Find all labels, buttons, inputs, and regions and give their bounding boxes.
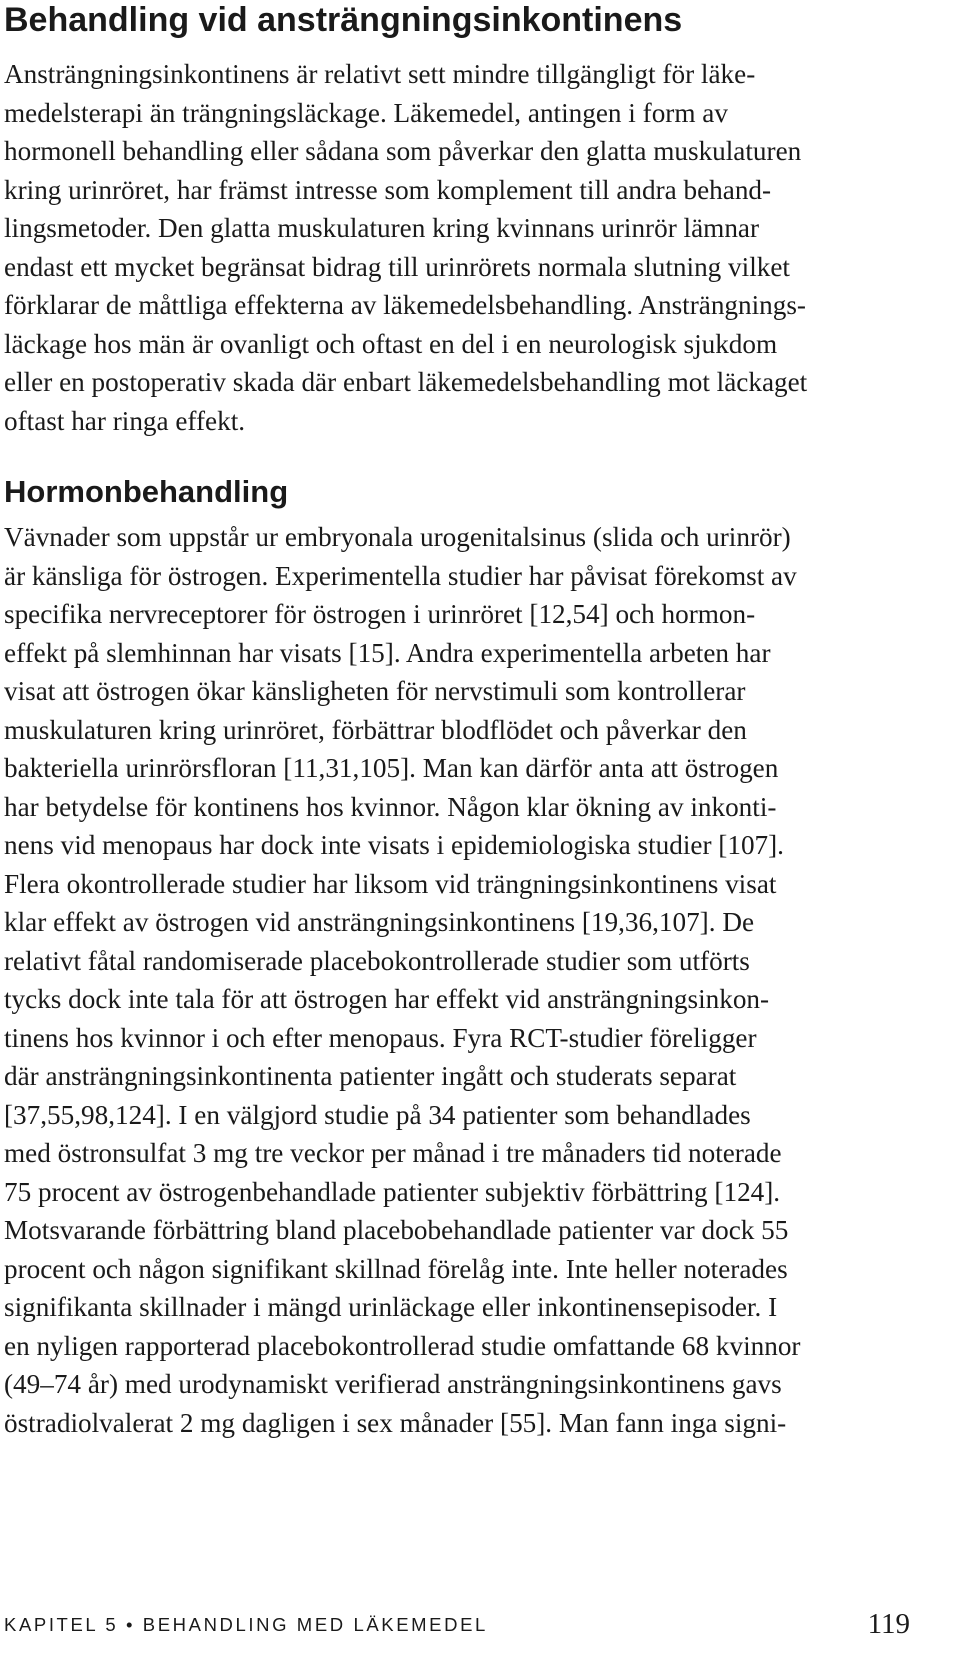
text-line: muskulaturen kring urinröret, förbättrar blodflödet och påverkar den <box>4 714 747 745</box>
text-line: 75 procent av östrogenbehandlade patienter subjektiv förbättring [124]. <box>4 1176 781 1207</box>
paragraph-hormonbehandling <box>4 518 800 1442</box>
text-line: tinens hos kvinnor i och efter menopaus. Fyra RCT-studier föreligger <box>4 1022 757 1053</box>
text-line: har betydelse för kontinens hos kvinnor. Någon klar ökning av inkonti- <box>4 791 777 822</box>
text-line: specifika nervreceptorer för östrogen i urinröret [12,54] och hormon- <box>4 599 756 629</box>
text-line: [37,55,98,124]. I en välgjord studie på 34 patienter som behandlades <box>4 1099 751 1130</box>
text-line: Motsvarande förbättring bland placebobehandlade patienter var dock 55 <box>4 1215 789 1245</box>
paragraph-anstrangningsinkontinens <box>4 55 807 440</box>
text-line: östradiolvalerat 2 mg dagligen i sex månader [55]. Man fann inga signi- <box>4 1407 787 1438</box>
text-line: procent och någon signifikant skillnad förelåg inte. Inte heller noterades <box>4 1253 788 1284</box>
running-footer-chapter: KAPITEL 5 • BEHANDLING MED LÄKEMEDEL <box>4 1614 488 1635</box>
text-line: hormonell behandling eller sådana som påverkar den glatta muskulaturen <box>4 136 802 166</box>
text-line: eller en postoperativ skada där enbart läkemedelsbehandling mot läckaget <box>4 367 808 397</box>
text-line: oftast har ringa effekt. <box>4 405 246 436</box>
text-line: nens vid menopaus har dock inte visats i epidemiologiska studier [107]. <box>4 830 784 860</box>
text-line: relativt fåtal randomiserade placebokontrollerade studier som utförts <box>4 945 750 976</box>
page-number: 119 <box>867 1608 910 1640</box>
text-line: signifikanta skillnader i mängd urinläckage eller inkontinensepisoder. I <box>4 1292 778 1322</box>
text-line: läckage hos män är ovanligt och oftast en del i en neurologisk sjukdom <box>4 328 778 359</box>
text-line: Vävnader som uppstår ur embryonala urogenitalsinus (slida och urinrör) <box>4 522 791 552</box>
section-heading-hormonbehandling: Hormonbehandling <box>4 474 289 509</box>
text-line: tycks dock inte tala för att östrogen har effekt vid ansträngningsinkon- <box>4 984 770 1014</box>
text-line: Flera okontrollerade studier har liksom vid trängningsinkontinens visat <box>4 868 777 899</box>
text-line: visat att östrogen ökar känsligheten för nervstimuli som kontrollerar <box>4 676 746 706</box>
text-line: medelsterapi än trängningsläckage. Läkemedel, antingen i form av <box>4 97 728 128</box>
text-line: bakteriella urinrörsfloran [11,31,105]. Man kan därför anta att östrogen <box>4 753 779 783</box>
text-line: kring urinröret, har främst intresse som komplement till andra behand- <box>4 174 772 205</box>
text-line: (49–74 år) med urodynamiskt verifierad ansträngningsinkontinens gavs <box>4 1369 782 1399</box>
text-line: förklarar de måttliga effekterna av läkemedelsbehandling. Ansträngnings- <box>4 290 806 320</box>
text-line: Ansträngningsinkontinens är relativt sett mindre tillgängligt för läke- <box>4 59 756 89</box>
text-line: med östronsulfat 3 mg tre veckor per månad i tre månaders tid noterade <box>4 1138 782 1168</box>
text-line: endast ett mycket begränsat bidrag till urinrörets normala slutning vilket <box>4 251 790 282</box>
text-line: är känsliga för östrogen. Experimentella studier har påvisat förekomst av <box>4 560 797 591</box>
text-line: där ansträngningsinkontinenta patienter ingått och studerats separat <box>4 1061 737 1091</box>
section-heading-anstrangningsinkontinens: Behandling vid ansträngningsinkontinens <box>4 1 683 39</box>
text-line: en nyligen rapporterad placebokontrollerad studie omfattande 68 kvinnor <box>4 1330 801 1361</box>
text-line: klar effekt av östrogen vid ansträngningsinkontinens [19,36,107]. De <box>4 907 755 937</box>
text-line: lingsmetoder. Den glatta muskulaturen kring kvinnans urinrör lämnar <box>4 213 760 243</box>
text-line: effekt på slemhinnan har visats [15]. Andra experimentella arbeten har <box>4 637 771 668</box>
page-footer <box>4 1606 910 1646</box>
